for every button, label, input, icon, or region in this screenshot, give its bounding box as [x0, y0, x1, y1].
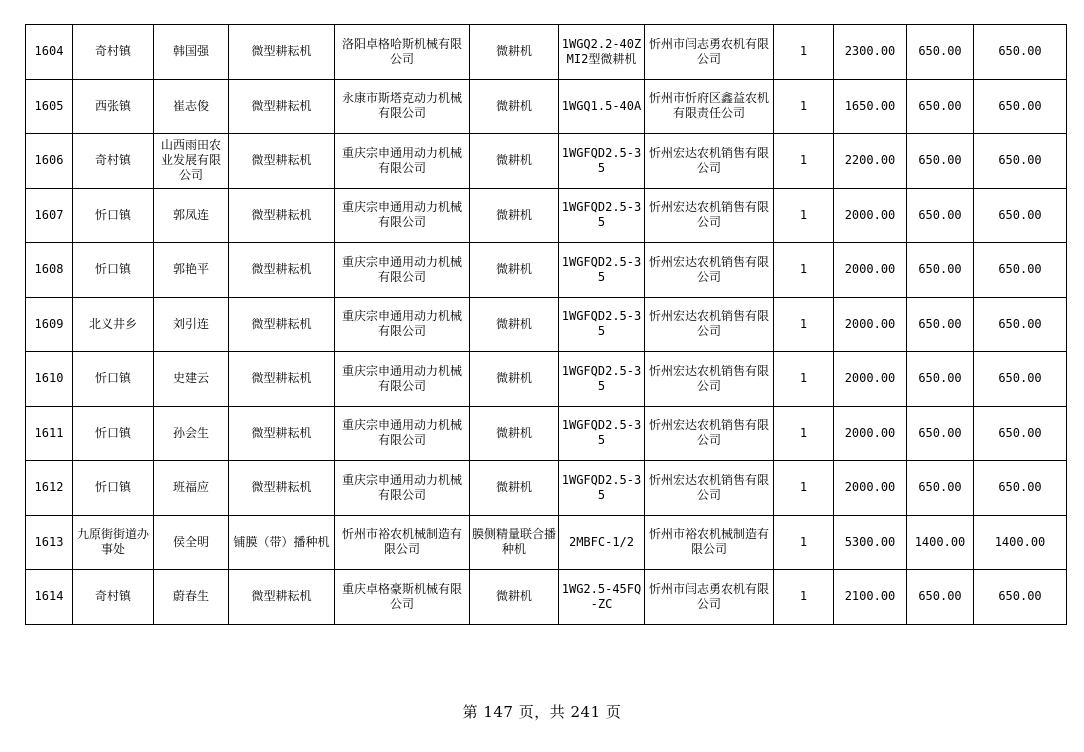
- cell-sale-price: 2000.00: [834, 461, 907, 516]
- cell-machine-category: 微型耕耘机: [229, 25, 335, 80]
- cell-central-subsidy: 650.00: [907, 297, 974, 352]
- page-footer: 第 147 页，共 241 页: [462, 703, 622, 721]
- table-row: [26, 352, 1067, 407]
- cell-model: 1WGFQD2.5-35: [559, 297, 645, 352]
- cell-quantity: 1: [774, 352, 834, 407]
- cell-applicant-name: 侯全明: [154, 515, 229, 570]
- cell-township: 奇村镇: [73, 134, 154, 189]
- cell-machine-category: 微型耕耘机: [229, 352, 335, 407]
- cell-row-number: 1613: [26, 515, 73, 570]
- cell-total-subsidy: 650.00: [974, 570, 1067, 625]
- cell-machine-category: 微型耕耘机: [229, 297, 335, 352]
- subsidy-table: [25, 24, 1067, 625]
- cell-manufacturer: 忻州市裕农机械制造有限公司: [335, 515, 470, 570]
- cell-quantity: 1: [774, 515, 834, 570]
- cell-total-subsidy: 650.00: [974, 79, 1067, 134]
- cell-product-name: 微耕机: [470, 570, 559, 625]
- cell-row-number: 1604: [26, 25, 73, 80]
- cell-dealer: 忻州宏达农机销售有限公司: [645, 134, 774, 189]
- cell-dealer: 忻州宏达农机销售有限公司: [645, 188, 774, 243]
- cell-central-subsidy: 650.00: [907, 570, 974, 625]
- cell-quantity: 1: [774, 570, 834, 625]
- cell-central-subsidy: 650.00: [907, 188, 974, 243]
- cell-quantity: 1: [774, 406, 834, 461]
- cell-model: 1WGFQD2.5-35: [559, 461, 645, 516]
- cell-township: 忻口镇: [73, 406, 154, 461]
- cell-sale-price: 5300.00: [834, 515, 907, 570]
- cell-product-name: 膜侧精量联合播种机: [470, 515, 559, 570]
- cell-manufacturer: 重庆宗申通用动力机械有限公司: [335, 134, 470, 189]
- cell-manufacturer: 洛阳卓格哈斯机械有限公司: [335, 25, 470, 80]
- table-row: [26, 243, 1067, 298]
- cell-quantity: 1: [774, 243, 834, 298]
- cell-total-subsidy: 650.00: [974, 25, 1067, 80]
- cell-product-name: 微耕机: [470, 25, 559, 80]
- cell-total-subsidy: 650.00: [974, 461, 1067, 516]
- cell-township: 忻口镇: [73, 461, 154, 516]
- cell-model: 1WG2.5-45FQ-ZC: [559, 570, 645, 625]
- cell-dealer: 忻州宏达农机销售有限公司: [645, 352, 774, 407]
- cell-manufacturer: 重庆宗申通用动力机械有限公司: [335, 352, 470, 407]
- cell-sale-price: 2100.00: [834, 570, 907, 625]
- cell-manufacturer: 重庆宗申通用动力机械有限公司: [335, 297, 470, 352]
- table-row: [26, 461, 1067, 516]
- cell-dealer: 忻州宏达农机销售有限公司: [645, 461, 774, 516]
- cell-dealer: 忻州宏达农机销售有限公司: [645, 297, 774, 352]
- cell-product-name: 微耕机: [470, 297, 559, 352]
- table-row: [26, 79, 1067, 134]
- cell-product-name: 微耕机: [470, 188, 559, 243]
- cell-sale-price: 2000.00: [834, 406, 907, 461]
- cell-sale-price: 1650.00: [834, 79, 907, 134]
- cell-dealer: 忻州市闫志勇农机有限公司: [645, 25, 774, 80]
- cell-applicant-name: 崔志俊: [154, 79, 229, 134]
- cell-product-name: 微耕机: [470, 352, 559, 407]
- cell-product-name: 微耕机: [470, 406, 559, 461]
- cell-applicant-name: 孙会生: [154, 406, 229, 461]
- cell-central-subsidy: 650.00: [907, 134, 974, 189]
- cell-central-subsidy: 650.00: [907, 79, 974, 134]
- cell-central-subsidy: 1400.00: [907, 515, 974, 570]
- cell-row-number: 1608: [26, 243, 73, 298]
- cell-quantity: 1: [774, 461, 834, 516]
- cell-row-number: 1609: [26, 297, 73, 352]
- cell-quantity: 1: [774, 188, 834, 243]
- cell-machine-category: 铺膜（带）播种机: [229, 515, 335, 570]
- table-row: [26, 188, 1067, 243]
- cell-row-number: 1611: [26, 406, 73, 461]
- cell-applicant-name: 班福应: [154, 461, 229, 516]
- cell-machine-category: 微型耕耘机: [229, 461, 335, 516]
- cell-model: 1WGFQD2.5-35: [559, 352, 645, 407]
- cell-row-number: 1607: [26, 188, 73, 243]
- cell-manufacturer: 重庆宗申通用动力机械有限公司: [335, 243, 470, 298]
- cell-sale-price: 2000.00: [834, 297, 907, 352]
- cell-applicant-name: 郭艳平: [154, 243, 229, 298]
- cell-quantity: 1: [774, 134, 834, 189]
- cell-product-name: 微耕机: [470, 461, 559, 516]
- cell-row-number: 1605: [26, 79, 73, 134]
- cell-machine-category: 微型耕耘机: [229, 243, 335, 298]
- cell-township: 奇村镇: [73, 25, 154, 80]
- cell-machine-category: 微型耕耘机: [229, 188, 335, 243]
- cell-model: 1WGFQD2.5-35: [559, 134, 645, 189]
- table-row: [26, 570, 1067, 625]
- cell-manufacturer: 重庆宗申通用动力机械有限公司: [335, 406, 470, 461]
- cell-township: 北义井乡: [73, 297, 154, 352]
- cell-model: 1WGFQD2.5-35: [559, 243, 645, 298]
- cell-total-subsidy: 650.00: [974, 352, 1067, 407]
- cell-manufacturer: 永康市斯塔克动力机械有限公司: [335, 79, 470, 134]
- cell-manufacturer: 重庆宗申通用动力机械有限公司: [335, 188, 470, 243]
- cell-quantity: 1: [774, 297, 834, 352]
- cell-row-number: 1612: [26, 461, 73, 516]
- cell-applicant-name: 山西雨田农业发展有限公司: [154, 134, 229, 189]
- cell-machine-category: 微型耕耘机: [229, 406, 335, 461]
- cell-township: 九原街街道办事处: [73, 515, 154, 570]
- cell-product-name: 微耕机: [470, 243, 559, 298]
- cell-total-subsidy: 650.00: [974, 297, 1067, 352]
- table-row: [26, 297, 1067, 352]
- cell-applicant-name: 蔚春生: [154, 570, 229, 625]
- cell-central-subsidy: 650.00: [907, 406, 974, 461]
- cell-township: 忻口镇: [73, 243, 154, 298]
- cell-model: 1WGFQD2.5-35: [559, 406, 645, 461]
- cell-township: 忻口镇: [73, 352, 154, 407]
- cell-township: 奇村镇: [73, 570, 154, 625]
- cell-applicant-name: 郭凤连: [154, 188, 229, 243]
- table-row: [26, 134, 1067, 189]
- cell-machine-category: 微型耕耘机: [229, 79, 335, 134]
- cell-total-subsidy: 650.00: [974, 243, 1067, 298]
- cell-applicant-name: 史建云: [154, 352, 229, 407]
- cell-dealer: 忻州宏达农机销售有限公司: [645, 243, 774, 298]
- cell-model: 1WGFQD2.5-35: [559, 188, 645, 243]
- cell-machine-category: 微型耕耘机: [229, 134, 335, 189]
- cell-dealer: 忻州市忻府区鑫益农机有限责任公司: [645, 79, 774, 134]
- cell-row-number: 1606: [26, 134, 73, 189]
- cell-row-number: 1610: [26, 352, 73, 407]
- cell-total-subsidy: 1400.00: [974, 515, 1067, 570]
- cell-machine-category: 微型耕耘机: [229, 570, 335, 625]
- cell-model: 2MBFC-1/2: [559, 515, 645, 570]
- cell-quantity: 1: [774, 79, 834, 134]
- table-body: [26, 25, 1067, 625]
- cell-total-subsidy: 650.00: [974, 134, 1067, 189]
- cell-total-subsidy: 650.00: [974, 406, 1067, 461]
- cell-central-subsidy: 650.00: [907, 25, 974, 80]
- cell-dealer: 忻州市闫志勇农机有限公司: [645, 570, 774, 625]
- cell-central-subsidy: 650.00: [907, 461, 974, 516]
- cell-applicant-name: 韩国强: [154, 25, 229, 80]
- cell-township: 西张镇: [73, 79, 154, 134]
- cell-product-name: 微耕机: [470, 134, 559, 189]
- cell-central-subsidy: 650.00: [907, 352, 974, 407]
- cell-sale-price: 2300.00: [834, 25, 907, 80]
- cell-township: 忻口镇: [73, 188, 154, 243]
- cell-row-number: 1614: [26, 570, 73, 625]
- cell-applicant-name: 刘引连: [154, 297, 229, 352]
- table-row: [26, 406, 1067, 461]
- cell-sale-price: 2000.00: [834, 243, 907, 298]
- cell-model: 1WGQ1.5-40A: [559, 79, 645, 134]
- table-row: [26, 515, 1067, 570]
- cell-sale-price: 2200.00: [834, 134, 907, 189]
- cell-central-subsidy: 650.00: [907, 243, 974, 298]
- cell-manufacturer: 重庆卓格豪斯机械有限公司: [335, 570, 470, 625]
- table-row: [26, 25, 1067, 80]
- cell-total-subsidy: 650.00: [974, 188, 1067, 243]
- cell-product-name: 微耕机: [470, 79, 559, 134]
- cell-sale-price: 2000.00: [834, 352, 907, 407]
- cell-sale-price: 2000.00: [834, 188, 907, 243]
- cell-model: 1WGQ2.2-40ZMI2型微耕机: [559, 25, 645, 80]
- cell-manufacturer: 重庆宗申通用动力机械有限公司: [335, 461, 470, 516]
- cell-dealer: 忻州宏达农机销售有限公司: [645, 406, 774, 461]
- cell-quantity: 1: [774, 25, 834, 80]
- cell-dealer: 忻州市裕农机械制造有限公司: [645, 515, 774, 570]
